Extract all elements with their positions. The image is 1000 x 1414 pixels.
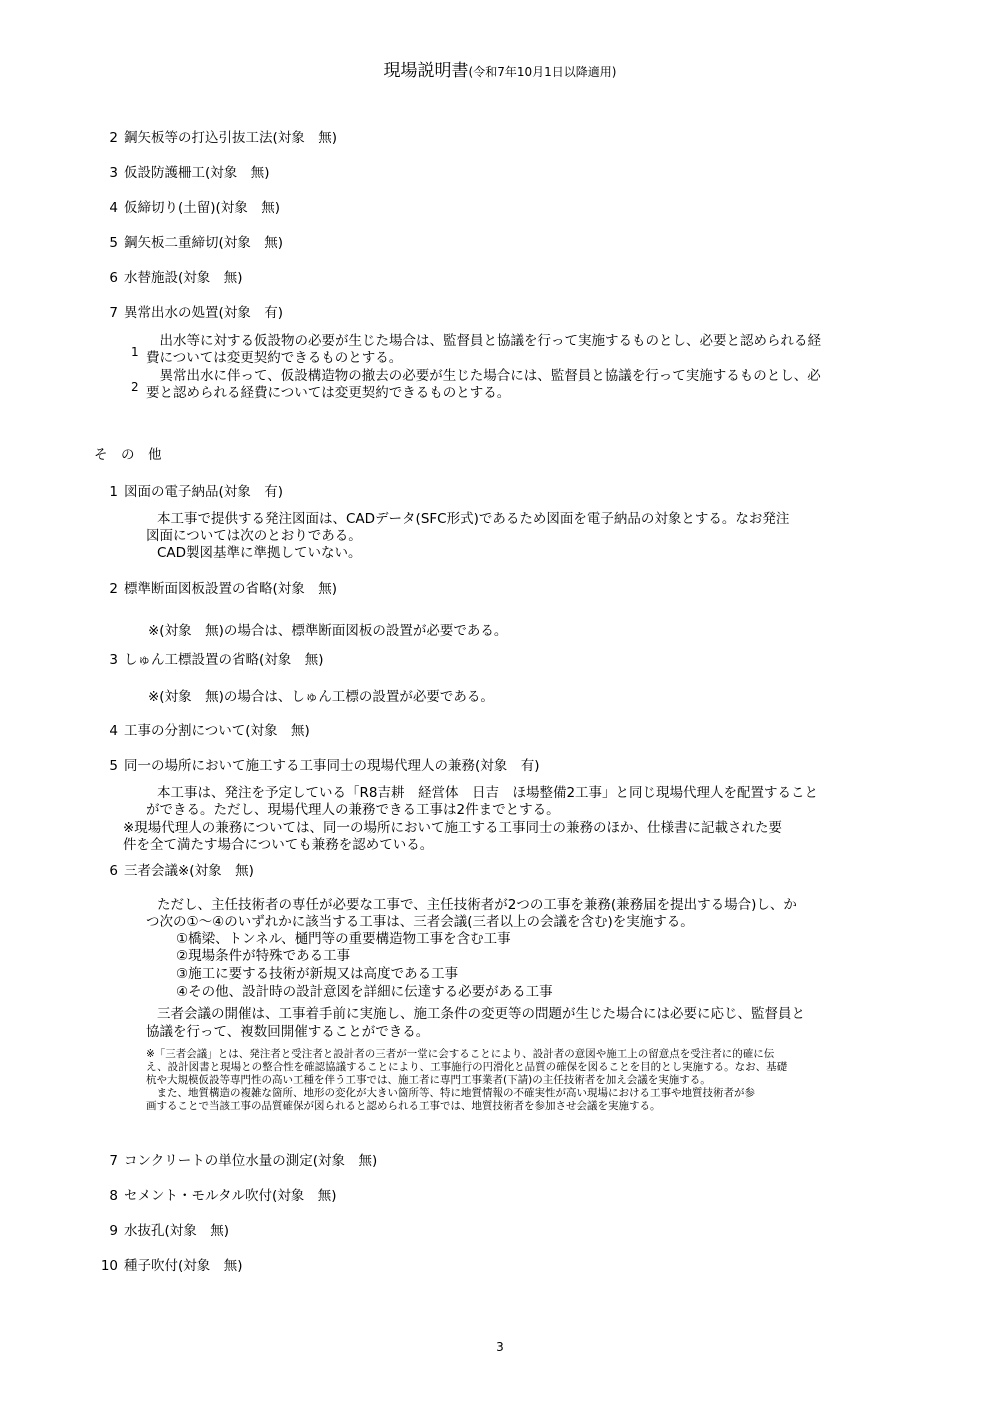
footnote-line: ※「三者会議」とは、発注者と受注者と設計者の三者が一堂に会することにより、設計者の意図や施工上の留意点を受注者に的確に伝 bbox=[146, 1048, 775, 1060]
sub-item-number: 1 bbox=[131, 345, 139, 359]
paragraph-line: 三者会議の開催は、工事着手前に実施し、施工条件の変更等の問題が生じた場合には必要に応じ、監督員と bbox=[157, 1006, 805, 1022]
footnote-line: 杭や大規模仮設等専門性の高い工種を伴う工事では、施工者に専門工事業者(下請)の主任技術者を加え会議を実施する。 bbox=[146, 1074, 711, 1086]
note-line: ※(対象 無)の場合は、標準断面図板の設置が必要である。 bbox=[148, 623, 508, 639]
paragraph-line: 協議を行って、複数回開催することができる。 bbox=[146, 1024, 430, 1040]
item-label: 標準断面図板設置の省略(対象 無) bbox=[124, 581, 338, 597]
footnote-line: 画することで当該工事の品質確保が図られると認められる工事では、地質技術者を参加させ会議を実施する。 bbox=[146, 1100, 661, 1112]
item-label: 鋼矢板等の打込引抜工法(対象 無) bbox=[124, 130, 338, 146]
list-item: 1 図面の電子納品(対象 有) bbox=[109, 484, 284, 500]
list-item: 7 異常出水の処置(対象 有) bbox=[109, 305, 284, 321]
paragraph-line: 本工事で提供する発注図面は、CADデータ(SFC形式)であるため図面を電子納品の対象とする。なお発注 bbox=[157, 511, 790, 527]
page-number: 3 bbox=[496, 1340, 504, 1354]
paragraph-line: つ次の①～④のいずれかに該当する工事は、三者会議(三者以上の会議を含む)を実施する。 bbox=[146, 914, 694, 930]
item-label: 仮設防護柵工(対象 無) bbox=[124, 165, 270, 181]
paragraph-line: 件を全て満たす場合についても兼務を認めている。 bbox=[123, 837, 434, 853]
paragraph-line: ただし、主任技術者の専任が必要な工事で、主任技術者が2つの工事を兼務(兼務届を提出する場合)し、か bbox=[157, 897, 797, 913]
list-item: 3 仮設防護柵工(対象 無) bbox=[109, 165, 270, 181]
list-item: 5 鋼矢板二重締切(対象 無) bbox=[109, 235, 284, 251]
list-item: 5 同一の場所において施工する工事同士の現場代理人の兼務(対象 有) bbox=[109, 758, 540, 774]
item-label: コンクリートの単位水量の測定(対象 無) bbox=[124, 1153, 378, 1169]
section-heading: そ の 他 bbox=[94, 447, 162, 463]
footnote-line: また、地質構造の複雑な箇所、地形の変化が大きい箇所等、特に地質情報の不確実性が高い現場における工事や地質技術者が参 bbox=[146, 1087, 755, 1099]
paragraph-line: CAD製図基準に準拠していない。 bbox=[157, 545, 362, 561]
condition-line: ③施工に要する技術が新規又は高度である工事 bbox=[176, 966, 459, 982]
item-label: 水抜孔(対象 無) bbox=[124, 1223, 230, 1239]
item-label: セメント・モルタル吹付(対象 無) bbox=[124, 1188, 337, 1204]
footnote-line: え、設計図書と現場との整合性を確認協議することにより、工事施行の円滑化と品質の確保を図ることを目的とし実施する。なお、基礎 bbox=[146, 1061, 788, 1073]
title-subtitle: (令和7年10月1日以降適用) bbox=[468, 65, 617, 79]
paragraph-line: ※現場代理人の兼務については、同一の場所において施工する工事同士の兼務のほか、仕様書に記載された要 bbox=[123, 820, 783, 836]
sub-item-number: 2 bbox=[131, 380, 139, 394]
condition-line: ①橋梁、トンネル、樋門等の重要構造物工事を含む工事 bbox=[176, 931, 511, 947]
list-item: 4 仮締切り(土留)(対象 無) bbox=[109, 200, 281, 216]
list-item: 6 水替施設(対象 無) bbox=[109, 270, 243, 286]
list-item: 2 標準断面図板設置の省略(対象 無) bbox=[109, 581, 338, 597]
list-item: 7 コンクリートの単位水量の測定(対象 無) bbox=[109, 1153, 378, 1169]
list-item: 8 セメント・モルタル吹付(対象 無) bbox=[109, 1188, 337, 1204]
item-label: 工事の分割について(対象 無) bbox=[124, 723, 310, 739]
condition-line: ④その他、設計時の設計意図を詳細に伝達する必要がある工事 bbox=[176, 984, 553, 1000]
item-label: 同一の場所において施工する工事同士の現場代理人の兼務(対象 有) bbox=[124, 758, 540, 774]
list-item: 10 種子吹付(対象 無) bbox=[100, 1258, 243, 1274]
list-item: 3 しゅん工標設置の省略(対象 無) bbox=[109, 652, 324, 668]
item-label: しゅん工標設置の省略(対象 無) bbox=[124, 652, 324, 668]
document-title bbox=[0, 62, 1000, 81]
item-label: 種子吹付(対象 無) bbox=[124, 1258, 243, 1274]
flood-note-2: 異常出水に伴って、仮設構造物の撤去の必要が生じた場合には、監督員と協議を行って実施するものとし、必 要と認められる経費については変更契約できるものとする。 bbox=[146, 368, 821, 401]
paragraph-line: ができる。ただし、現場代理人の兼務できる工事は2件までとする。 bbox=[146, 802, 560, 818]
item-label: 仮締切り(土留)(対象 無) bbox=[124, 200, 281, 216]
item-label: 図面の電子納品(対象 有) bbox=[124, 484, 284, 500]
condition-line: ②現場条件が特殊である工事 bbox=[176, 948, 351, 964]
footnote-block bbox=[146, 1048, 906, 1113]
list-item: 4 工事の分割について(対象 無) bbox=[109, 723, 310, 739]
list-item: 6 三者会議※(対象 無) bbox=[109, 863, 254, 879]
title-main: 現場説明書 bbox=[383, 61, 469, 81]
paragraph-line: 図面については次のとおりである。 bbox=[146, 528, 362, 544]
item-label: 鋼矢板二重締切(対象 無) bbox=[124, 235, 284, 251]
item-label: 水替施設(対象 無) bbox=[124, 270, 243, 286]
item-label: 異常出水の処置(対象 有) bbox=[124, 305, 284, 321]
flood-note-1: 出水等に対する仮設物の必要が生じた場合は、監督員と協議を行って実施するものとし、必要と認められる経 費については変更契約できるものとする。 bbox=[146, 333, 821, 366]
item-label: 三者会議※(対象 無) bbox=[124, 863, 254, 879]
list-item: 2 鋼矢板等の打込引抜工法(対象 無) bbox=[109, 130, 338, 146]
note-line: ※(対象 無)の場合は、しゅん工標の設置が必要である。 bbox=[148, 689, 494, 705]
paragraph-line: 本工事は、発注を予定している「R8吉耕 経営体 日吉 ほ場整備2工事」と同じ現場代理人を配置すること bbox=[157, 785, 819, 801]
list-item: 9 水抜孔(対象 無) bbox=[109, 1223, 230, 1239]
